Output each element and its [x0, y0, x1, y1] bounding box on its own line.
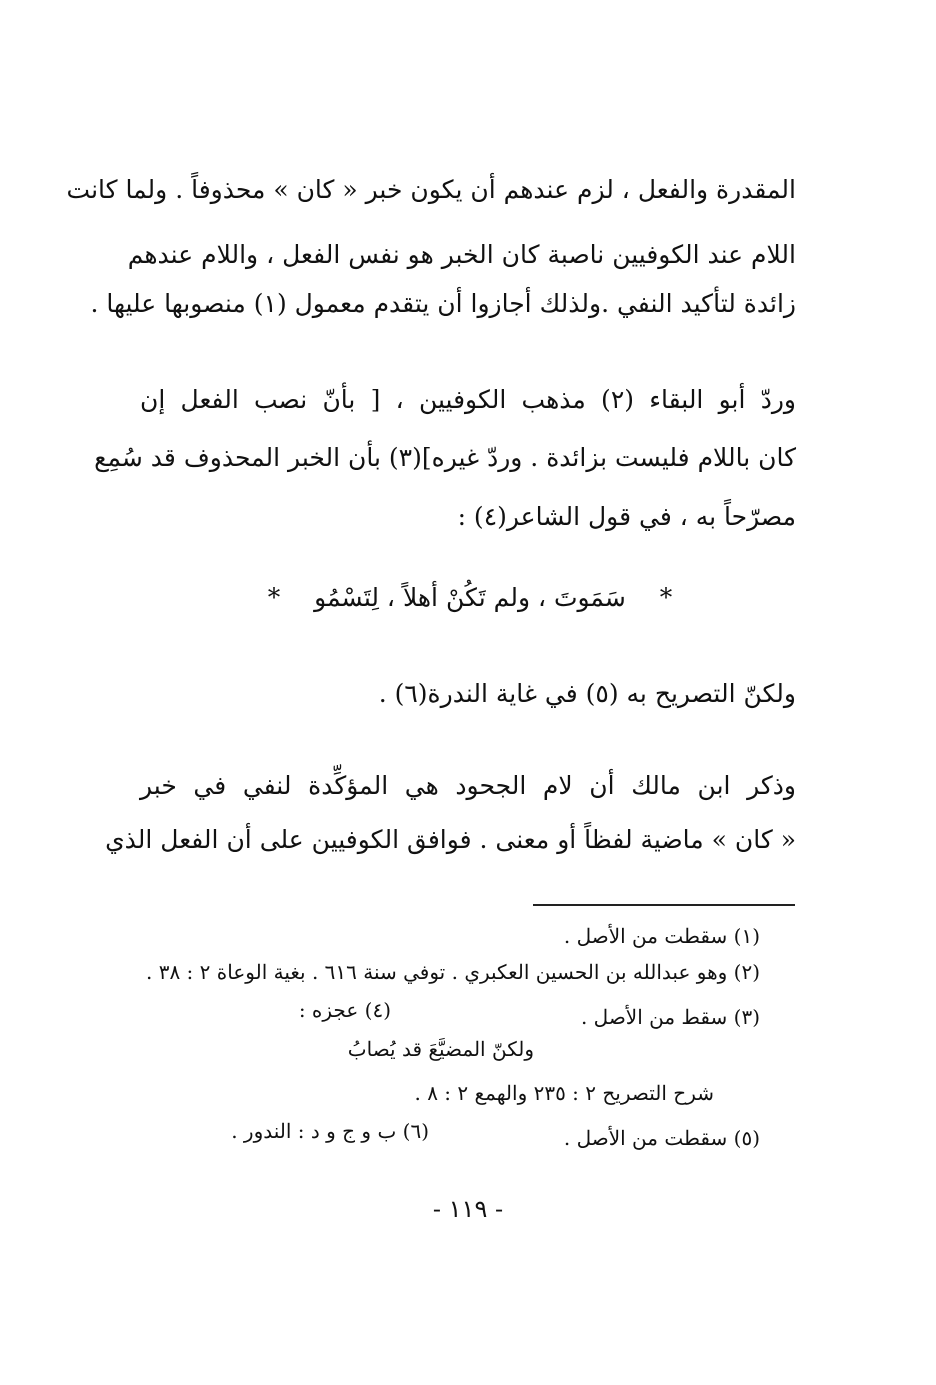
paragraph-4-line-1: وذكر ابن مالك أن لام الجحود هي المؤكِّدة لنفي في خبر — [140, 771, 796, 800]
verse-text: سَمَوتَ ، ولم تَكُنْ أهلاً ، لِتَسْمُو — [314, 583, 626, 612]
footnote-4-source: شرح التصريح ٢ : ٢٣٥ والهمع ٢ : ٨ . — [414, 1081, 714, 1105]
footnote-3: (٣) سقط من الأصل . — [580, 1005, 760, 1029]
footnote-4: (٤) عجزه : — [298, 998, 391, 1022]
footnote-1: (١) سقطت من الأصل . — [563, 924, 760, 948]
verse-mark-right: * — [659, 583, 673, 612]
footnote-5: (٥) سقطت من الأصل . — [563, 1126, 760, 1150]
paragraph-1-line-3: زائدة لتأكيد النفي .ولذلك أجازوا أن يتقدم معمول (١) منصوبها عليها . — [90, 289, 796, 318]
paragraph-3-line-1: ولكنّ التصريح به (٥) في غاية الندرة(٦) . — [378, 679, 796, 708]
verse-line — [240, 580, 700, 616]
footnote-6: (٦) ب و ج و د : الندور . — [231, 1119, 429, 1143]
paragraph-1-line-2: اللام عند الكوفيين ناصبة كان الخبر هو نفس الفعل ، واللام عندهم — [127, 240, 796, 269]
paragraph-4-line-2: « كان » ماضية لفظاً أو معنى . فوافق الكوفيين على أن الفعل الذي — [105, 825, 796, 854]
paragraph-1-line-1: المقدرة والفعل ، لزم عندهم أن يكون خبر « كان » محذوفاً . ولما كانت — [66, 175, 796, 204]
footnote-separator — [533, 904, 795, 906]
verse-mark-left: * — [267, 583, 281, 612]
paragraph-2-line-1: وردّ أبو البقاء (٢) مذهب الكوفيين ، [ بأنّ نصب الفعل إن — [140, 385, 796, 414]
paragraph-2-line-3: مصرّحاً به ، في قول الشاعر(٤) : — [457, 502, 796, 531]
page-number: - ١١٩ - — [432, 1195, 504, 1223]
paragraph-2-line-2: كان باللام فليست بزائدة . وردّ غيره](٣) بأن الخبر المحذوف قد سُمِع — [94, 443, 796, 472]
footnote-4-verse: ولكنّ المضيَّعَ قد يُصابُ — [347, 1037, 534, 1061]
footnote-2: (٢) وهو عبدالله بن الحسين العكبري . توفي سنة ٦١٦ . بغية الوعاة ٢ : ٣٨ . — [146, 960, 760, 984]
